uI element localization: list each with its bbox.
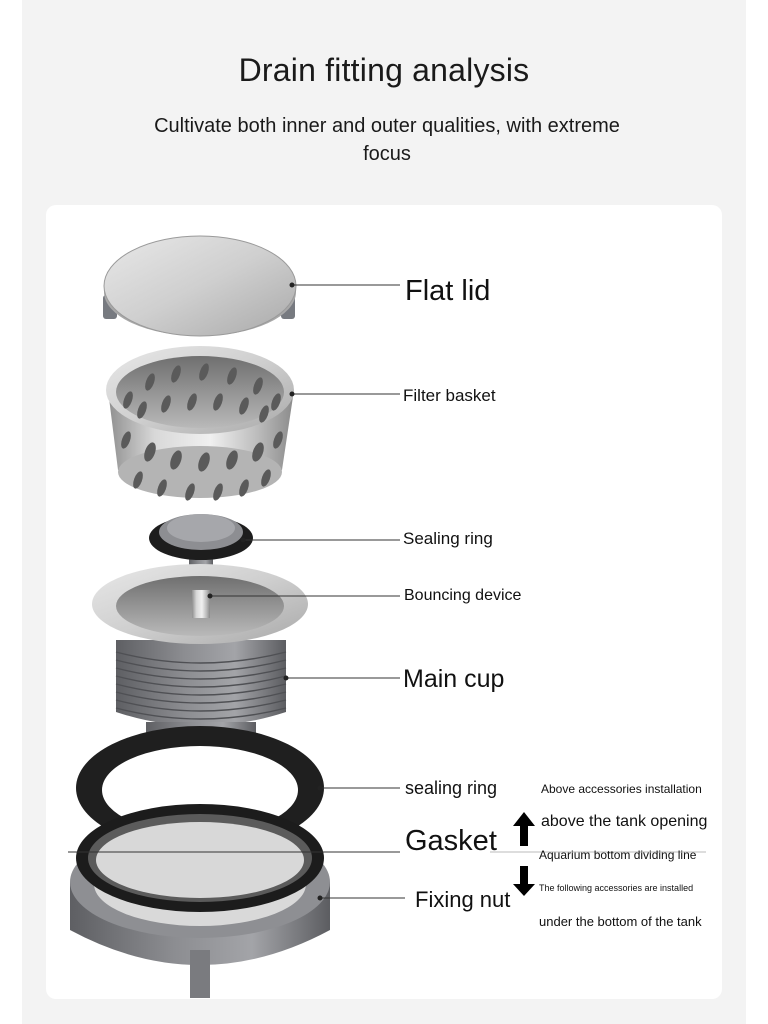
filter-basket-part (106, 346, 294, 502)
label-bouncing-device: Bouncing device (404, 587, 522, 604)
note-below-tank: under the bottom of the tank (539, 914, 702, 929)
flat-lid-part (103, 236, 296, 336)
up-arrow-icon (513, 812, 535, 846)
note-above-install: Above accessories installation (541, 782, 702, 796)
label-sealing-ring-top: Sealing ring (403, 529, 493, 548)
label-filter-basket: Filter basket (403, 386, 496, 405)
label-main-cup: Main cup (403, 665, 505, 693)
note-above-tank: above the tank opening (541, 813, 708, 830)
down-arrow-icon (513, 866, 535, 896)
note-below-install: The following accessories are installed (539, 883, 694, 893)
label-flat-lid: Flat lid (405, 275, 491, 307)
gasket-part (76, 804, 324, 912)
note-divider: Aquarium bottom dividing line (539, 848, 697, 862)
label-fixing-nut: Fixing nut (415, 887, 511, 912)
label-gasket: Gasket (405, 825, 497, 857)
page-title: Drain fitting analysis (238, 52, 530, 88)
label-sealing-ring-bottom: sealing ring (405, 778, 498, 798)
page-subtitle: Cultivate both inner and outer qualities, with extreme focus (154, 115, 620, 165)
